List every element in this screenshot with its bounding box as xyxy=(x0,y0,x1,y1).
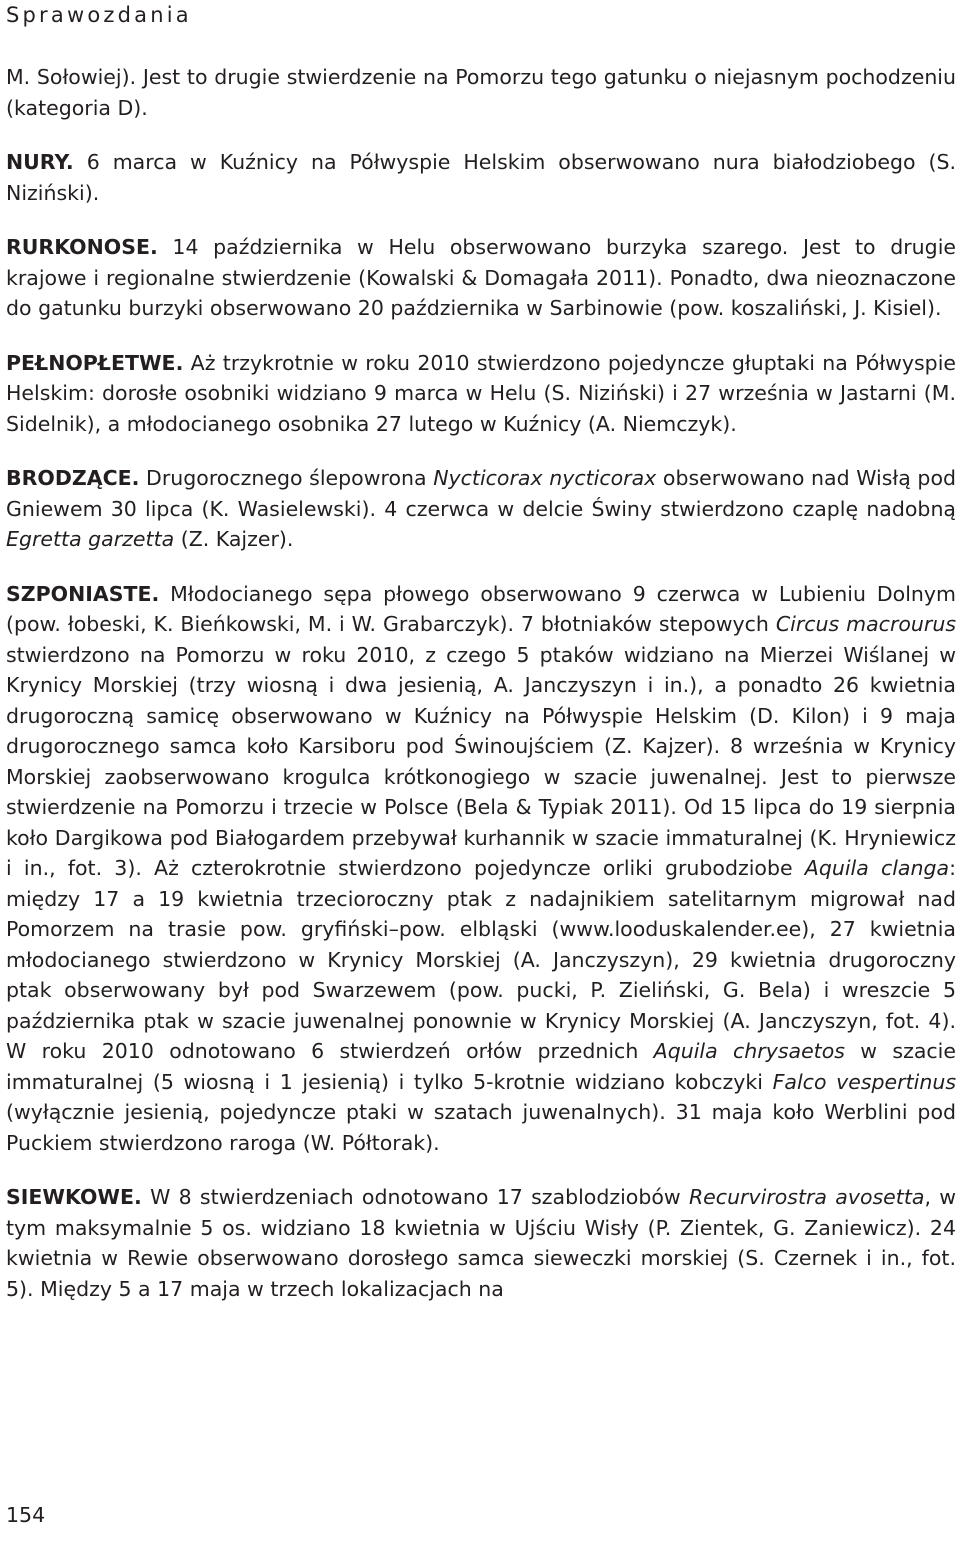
section-heading: SIEWKOWE. xyxy=(6,1185,142,1209)
paragraph xyxy=(6,232,956,324)
paragraph-text: w szacie immaturalnej (5 wiosną i 1 jesienią) i tylko 5-krotnie widziano kobczyki xyxy=(6,1039,956,1094)
paragraph-text: obserwowano nad Wisłą pod Gniewem 30 lipca (K. Wasielewski). 4 czerwca w delcie Świny stwierdzono czaplę nadobną xyxy=(6,466,956,521)
species-name: Aquila clanga xyxy=(804,856,950,880)
section-heading: SZPONIASTE. xyxy=(6,581,160,606)
species-name: Aquila chrysaetos xyxy=(653,1039,845,1063)
paragraph-text: : między 17 a 19 kwietnia trzecioroczny ptak z nadajnikiem satelitarnym migrował nad Pomorzem na trasie pow. gryfiński–pow. elbląski (www.looduskalender.ee), 27 kwietnia młodocianego stwierdzono w Krynicy Morskiej (A. Janczyszyn), 29 kwietnia drugoroczny ptak obserwowany był pod Swarzewem (pow. pucki, P. Zieliński, G. Bela) i wreszcie 5 października ptak w szacie juwenalnej ponownie w Krynicy Morskiej (A. Janczyszyn, fot. 4). W roku 2010 odnotowano 6 stwierdzeń orłów przednich xyxy=(6,856,956,1063)
paragraph xyxy=(6,62,956,123)
paragraph-text: W 8 stwierdzeniach odnotowano 17 szablodziobów xyxy=(141,1185,689,1209)
section-heading: NURY. xyxy=(6,150,74,174)
section-heading: RURKONOSE. xyxy=(6,235,158,259)
paragraph-text: stwierdzono na Pomorzu w roku 2010, z czego 5 ptaków widziano na Mierzei Wiślanej w Krynicy Morskiej (trzy wiosną i dwa jesienią, A. Janczyszyn i in.), a ponadto 26 kwietnia drugoroczną samicę obserwowano w Kuźnicy na Półwyspie Helskim (D. Kilon) i 9 maja drugorocznego samca koło Karsiboru pod Świnoujściem (Z. Kajzer). 8 września w Krynicy Morskiej zaobserwowano krogulca krótkonogiego w szacie juwenalnej. Jest to pierwsze stwierdzenie na Pomorzu i trzecie w Polsce (Bela & Typiak 2011). Od 15 lipca do 19 sierpnia koło Dargikowa pod Białogardem przebywał kurhannik w szacie immaturalnej (K. Hryniewicz i in., fot. 3). Aż czterokrotnie stwierdzono pojedyncze orliki grubodziobe xyxy=(6,642,956,880)
paragraph-text: (Z. Kajzer). xyxy=(174,527,294,551)
section-heading: PEŁNOPŁETWE. xyxy=(6,350,184,375)
paragraph-text: (wyłącznie jesienią, pojedyncze ptaki w szatach juwenalnych). 31 maja koło Werblini pod Puckiem stwierdzono raroga (W. Półtorak). xyxy=(6,1100,956,1155)
paragraph xyxy=(6,1182,956,1304)
paragraph-text: Aż trzykrotnie w roku 2010 stwierdzono pojedyncze głuptaki na Półwyspie Helskim: dorosłe osobniki widziano 9 marca w Helu (S. Niziński) i 27 września w Jastarni (M. Sidelnik), a młodocianego osobnika 27 lutego w Kuźnicy (A. Niemczyk). xyxy=(6,350,956,436)
species-name: Recurvirostra avosetta xyxy=(688,1185,925,1209)
paragraph-text: 6 marca w Kuźnicy na Półwyspie Helskim obserwowano nura białodziobego (S. Niziński). xyxy=(6,150,956,205)
paragraph-text: M. Sołowiej). Jest to drugie stwierdzenie na Pomorzu tego gatunku o niejasnym pochodzeniu (kategoria D). xyxy=(6,65,956,120)
paragraph xyxy=(6,147,956,208)
paragraph-text: , w tym maksymalnie 5 os. widziano 18 kwietnia w Ujściu Wisły (P. Zientek, G. Zaniewicz). 24 kwietnia w Rewie obserwowano dorosłego samca sieweczki morskiej (S. Czernek i in., fot. 5). Między 5 a 17 maja w trzech lokalizacjach na xyxy=(6,1185,956,1301)
paragraph xyxy=(6,348,956,440)
species-name: Egretta garzetta xyxy=(6,527,175,551)
paragraph-text: Drugorocznego ślepowrona xyxy=(139,466,434,490)
species-name: Falco vespertinus xyxy=(772,1069,956,1094)
paragraph-text: Młodocianego sępa płowego obserwowano 9 czerwca w Lubieniu Dolnym (pow. łobeski, K. Bieńkowski, M. i W. Grabarczyk). 7 błotniaków stepowych xyxy=(6,581,956,636)
section-heading: BRODZĄCE. xyxy=(6,466,140,490)
species-name: Circus macrourus xyxy=(775,612,957,636)
paragraph xyxy=(6,463,956,555)
article-body xyxy=(6,62,956,1328)
paragraph xyxy=(6,579,956,1159)
page-number: 154 xyxy=(6,1503,46,1527)
running-head: Sprawozdania xyxy=(6,3,192,27)
paragraph-text: 14 października w Helu obserwowano burzyka szarego. Jest to drugie krajowe i regionalne stwierdzenie (Kowalski & Domagała 2011). Ponadto, dwa nieoznaczone do gatunku burzyki obserwowano 20 października w Sarbinowie (pow. koszaliński, J. Kisiel). xyxy=(6,235,956,320)
species-name: Nycticorax nycticorax xyxy=(433,466,657,490)
